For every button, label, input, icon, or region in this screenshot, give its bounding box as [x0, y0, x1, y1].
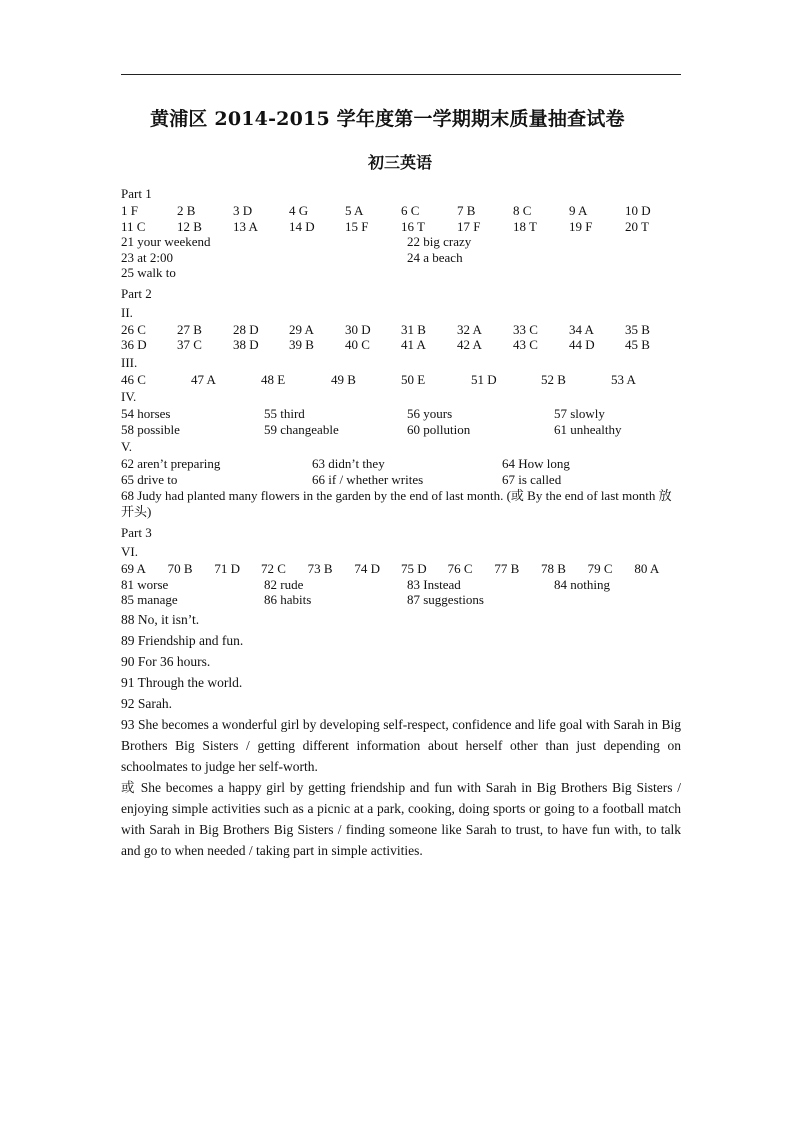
answer-cell: 2 B: [177, 203, 196, 218]
answer-cell: 67 is called: [502, 471, 562, 487]
answer-cell: 49 B: [331, 371, 356, 387]
section-6-row2: [121, 577, 681, 593]
answer-cell: 69 A: [121, 561, 146, 576]
section-4-row2: [121, 422, 681, 438]
answer-cell: 26 C: [121, 321, 146, 337]
answer-cell: 39 B: [289, 337, 314, 352]
answer-cell: 32 A: [457, 321, 482, 337]
answer-cell: 50 E: [401, 371, 426, 387]
answer-cell: 51 D: [471, 371, 497, 387]
part1-fill-row: [121, 265, 681, 281]
answer-cell: 53 A: [611, 371, 636, 387]
answer-cell: 9 A: [569, 203, 588, 218]
answer-cell: [407, 265, 681, 281]
answer-cell: 11 C: [121, 218, 146, 234]
answer-cell: 47 A: [191, 371, 216, 387]
section-2-row1: [121, 322, 681, 338]
part1-row2: [121, 219, 681, 235]
answer-cell: 58 possible: [121, 421, 180, 437]
answer-cell: 15 F: [345, 218, 369, 234]
answer-cell: 55 third: [264, 406, 305, 421]
answer-cell: 4 G: [289, 203, 309, 218]
answer-cell: 74 D: [354, 561, 380, 576]
section-2-row2: [121, 337, 681, 353]
answer-cell: 18 T: [513, 218, 537, 234]
answer-cell: 66 if / whether writes: [312, 471, 424, 487]
short-answer: 89 Friendship and fun.: [121, 632, 244, 648]
answer-cell: 1 F: [121, 203, 138, 218]
answer-cell: 28 D: [233, 321, 259, 337]
answer-cell: 43 C: [513, 337, 538, 352]
answer-cell: 46 C: [121, 371, 146, 387]
part2-label: Part 2: [121, 285, 152, 301]
section-3-row: [121, 372, 681, 388]
answer-cell: 33 C: [513, 321, 538, 337]
short-answer: 91 Through the world.: [121, 674, 243, 690]
part1-fill-row: [121, 250, 681, 266]
answer-cell: 79 C: [587, 561, 613, 576]
answer-cell: 81 worse: [121, 576, 169, 592]
answer-cell: 31 B: [401, 321, 426, 337]
answer-cell: 30 D: [345, 321, 371, 337]
answer-cell: [554, 592, 681, 608]
question-68-answer: 68 Judy had planted many flowers in the garden by the end of last month. (或 By the end of last month 放开头): [121, 488, 672, 519]
answer-cell: 59 changeable: [264, 421, 339, 437]
answer-cell: 40 C: [345, 337, 370, 352]
answer-cell: 85 manage: [121, 592, 178, 607]
section-6-row3: [121, 592, 681, 608]
answer-cell: 64 How long: [502, 456, 570, 471]
short-answer: 90 For 36 hours.: [121, 653, 211, 669]
answer-cell: 80 A: [634, 561, 660, 576]
answer-cell: 38 D: [233, 337, 259, 352]
answer-cell: 72 C: [261, 561, 286, 576]
answer-cell: 48 E: [261, 371, 286, 387]
answer-cell: 34 A: [569, 321, 594, 337]
top-rule: [121, 74, 681, 75]
part1-row1: [121, 203, 681, 219]
answer-cell: 84 nothing: [554, 576, 610, 592]
part1-fill-row: [121, 234, 681, 250]
answer-cell: 60 pollution: [407, 421, 471, 437]
answer-cell: 45 B: [625, 337, 650, 352]
section-6-row1: [121, 561, 681, 577]
answer-cell: 62 aren’t preparing: [121, 456, 221, 471]
answer-cell: 16 T: [401, 218, 425, 234]
answer-cell: 22 big crazy: [407, 234, 472, 249]
document-title: 黄浦区 2014-2015 学年度第一学期期末质量抽查试卷: [150, 108, 625, 130]
answer-cell: 83 Instead: [407, 576, 461, 592]
answer-cell: 20 T: [625, 218, 649, 234]
answer-cell: 82 rude: [264, 576, 304, 592]
answer-cell: 35 B: [625, 321, 650, 337]
section-2-label: II.: [121, 304, 133, 320]
answer-cell: 63 didn’t they: [312, 456, 385, 471]
answer-cell: 86 habits: [264, 592, 312, 607]
answer-cell: 44 D: [569, 337, 595, 352]
answer-cell: 65 drive to: [121, 471, 178, 487]
answer-cell: 13 A: [233, 218, 258, 234]
section-6-label: VI.: [121, 544, 138, 559]
answer-cell: 17 F: [457, 218, 481, 234]
answer-cell: 36 D: [121, 337, 147, 352]
answer-cell: 41 A: [401, 337, 426, 352]
answer-cell: 10 D: [625, 203, 651, 218]
answer-cell: 21 your weekend: [121, 234, 211, 249]
answer-cell: 87 suggestions: [407, 592, 484, 607]
answer-cell: 70 B: [167, 561, 193, 576]
answer-cell: 7 B: [457, 203, 476, 218]
answer-cell: 75 D: [401, 561, 427, 576]
answer-cell: 23 at 2:00: [121, 249, 173, 265]
answer-cell: 54 horses: [121, 406, 171, 421]
question-93-alternative-answer: 或 She becomes a happy girl by getting friendship and fun with Sarah in Big Brothers Big Sisters / enjoying simple activities such as a picnic at a park, cooking, doing sports or going to a football match with Sarah in Big Brothers Big Sisters / finding someone like Sarah to trust, to have fun with, to talk and go to when needed / taking part in simple activities.: [121, 779, 681, 858]
answer-cell: 29 A: [289, 321, 314, 337]
answer-cell: 73 B: [307, 561, 333, 576]
answer-cell: 77 B: [494, 561, 520, 576]
answer-cell: 61 unhealthy: [554, 421, 622, 437]
short-answers: [121, 609, 681, 714]
part3-label: Part 3: [121, 525, 152, 540]
answer-cell: 42 A: [457, 337, 482, 352]
answer-cell: 6 C: [401, 203, 420, 218]
section-3-label: III.: [121, 354, 138, 370]
answer-cell: 19 F: [569, 218, 593, 234]
short-answer: 88 No, it isn’t.: [121, 611, 200, 627]
answer-cell: 71 D: [214, 561, 240, 576]
document-subtitle: 初三英语: [367, 153, 432, 172]
answer-cell: 14 D: [289, 218, 315, 234]
part1-label: Part 1: [121, 186, 152, 201]
answer-cell: 12 B: [177, 218, 202, 234]
answer-cell: 37 C: [177, 337, 202, 352]
answer-cell: 3 D: [233, 203, 253, 218]
section-4-row1: [121, 406, 681, 422]
answer-cell: 25 walk to: [121, 265, 176, 280]
answer-cell: 24 a beach: [407, 249, 463, 265]
section-4-label: IV.: [121, 389, 137, 404]
answer-key: [121, 184, 681, 861]
section-5-row2: [121, 472, 681, 488]
answer-cell: 52 B: [541, 371, 566, 387]
section-5-label: V.: [121, 439, 132, 454]
answer-cell: 57 slowly: [554, 406, 605, 421]
section-5-row1: [121, 456, 681, 472]
answer-cell: 8 C: [513, 203, 532, 218]
answer-cell: 56 yours: [407, 406, 453, 421]
answer-cell: 78 B: [541, 561, 566, 576]
answer-cell: 5 A: [345, 203, 364, 218]
short-answer: 92 Sarah.: [121, 695, 172, 711]
answer-cell: 27 B: [177, 321, 202, 337]
question-93-answer: 93 She becomes a wonderful girl by developing self-respect, confidence and life goal with Sarah in Big Brothers Big Sisters / getting different information about herself other than just depending on schoolmates to judge her self-worth.: [121, 716, 681, 774]
answer-cell: 76 C: [447, 561, 473, 576]
